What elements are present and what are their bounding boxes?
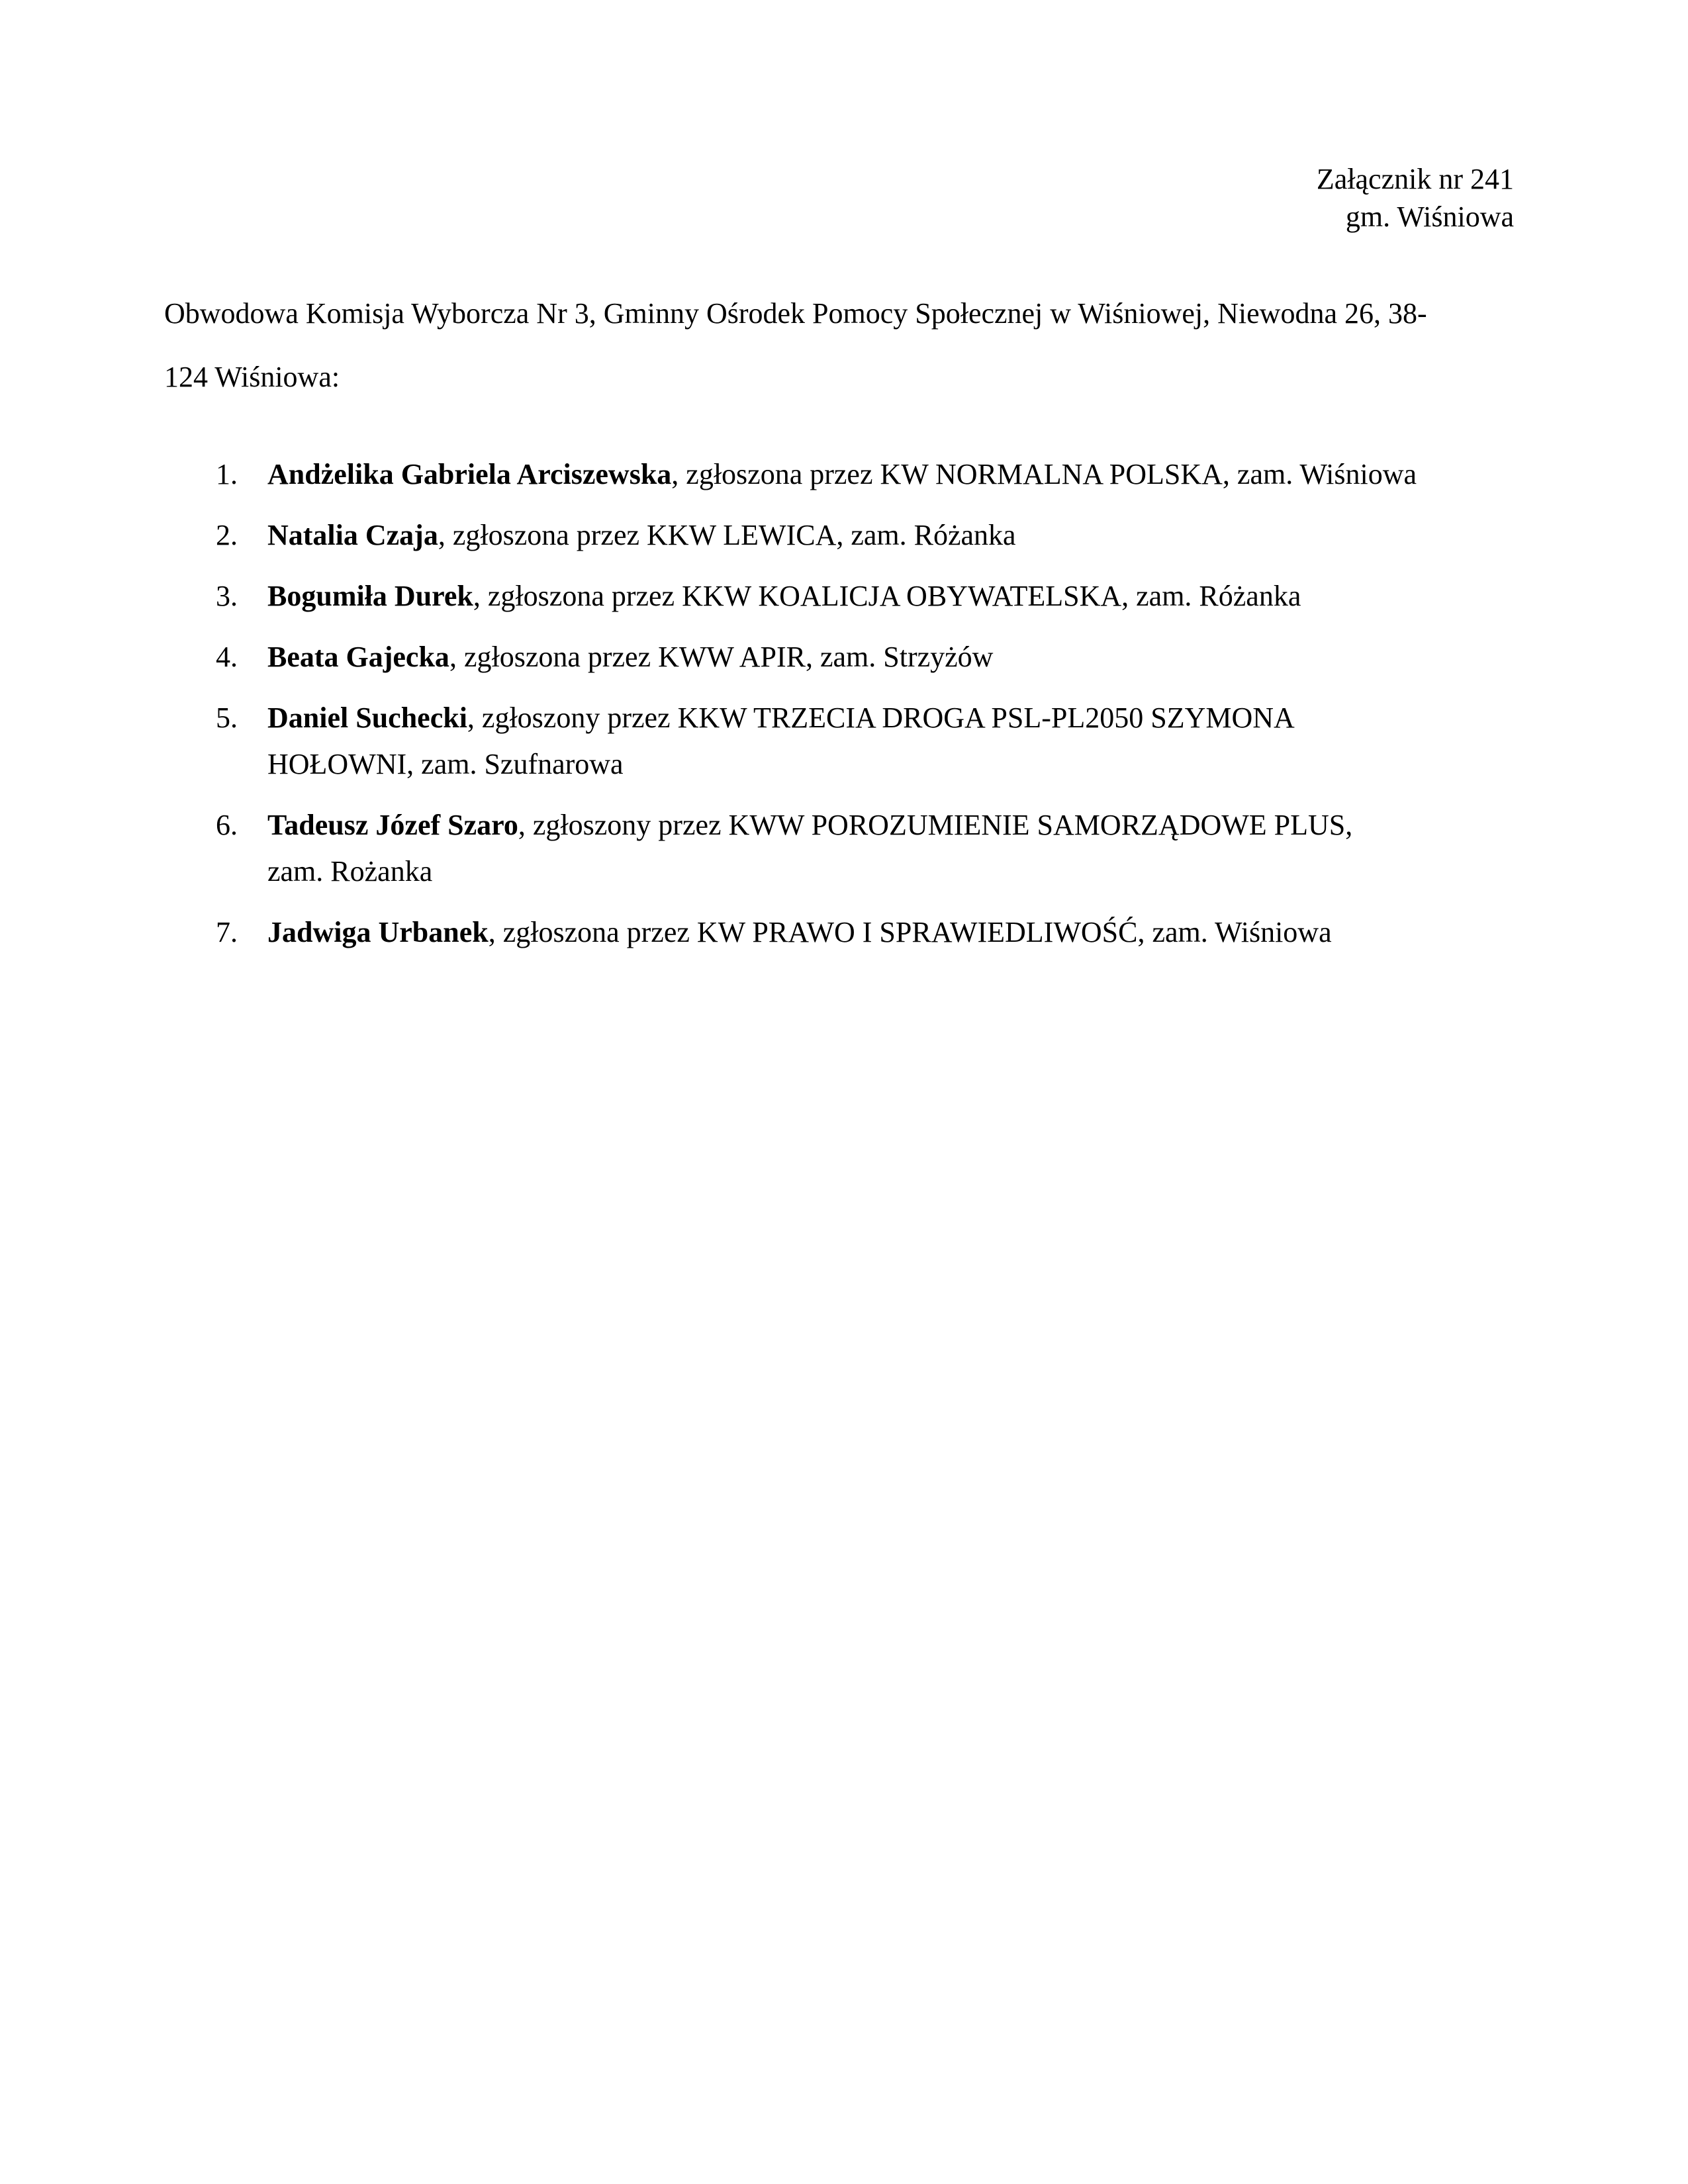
item-number: 1.: [216, 458, 238, 490]
item-number: 2.: [216, 519, 238, 551]
list-item: [164, 451, 1541, 498]
member-details: , zgłoszony przez KWW POROZUMIENIE SAMORZĄDOWE PLUS,: [518, 809, 1353, 841]
item-number: 5.: [216, 702, 238, 734]
member-name: Andżelika Gabriela Arciszewska: [267, 458, 672, 490]
members-list: [164, 451, 1541, 970]
member-details: , zgłoszona przez KKW LEWICA, zam. Różanka: [438, 519, 1016, 551]
member-name: Jadwiga Urbanek: [267, 916, 489, 948]
member-name: Daniel Suchecki: [267, 702, 467, 734]
member-name: Tadeusz Józef Szaro: [267, 809, 518, 841]
member-name: Natalia Czaja: [267, 519, 438, 551]
member-details: , zgłoszona przez KKW KOALICJA OBYWATELSKA, zam. Różanka: [473, 580, 1301, 612]
list-item: [164, 634, 1541, 680]
member-details: , zgłoszona przez KWW APIR, zam. Strzyżów: [449, 641, 994, 673]
commission-description-line-2: 124 Wiśniowa:: [164, 361, 340, 393]
member-details: , zgłoszona przez KW NORMALNA POLSKA, zam. Wiśniowa: [671, 458, 1417, 490]
item-number: 3.: [216, 580, 238, 612]
member-name: Beata Gajecka: [267, 641, 449, 673]
commission-description: [164, 282, 1515, 409]
member-details: , zgłoszony przez KKW TRZECIA DROGA PSL-PL2050 SZYMONA: [467, 702, 1295, 734]
member-details-continued: zam. Rożanka: [267, 855, 433, 887]
member-details-continued: HOŁOWNI, zam. Szufnarowa: [267, 748, 624, 780]
commission-description-line-1: Obwodowa Komisja Wyborcza Nr 3, Gminny Ośrodek Pomocy Społecznej w Wiśniowej, Niewodna 26, 38-: [164, 297, 1427, 330]
list-item: [164, 573, 1541, 619]
attachment-header: [1317, 160, 1514, 236]
item-number: 4.: [216, 641, 238, 673]
list-item: [164, 802, 1541, 895]
list-item: [164, 695, 1541, 788]
member-details: , zgłoszona przez KW PRAWO I SPRAWIEDLIWOŚĆ, zam. Wiśniowa: [488, 916, 1332, 948]
municipality-name: gm. Wiśniowa: [1345, 201, 1514, 233]
attachment-number: Załącznik nr 241: [1316, 163, 1514, 195]
item-number: 6.: [216, 809, 238, 841]
list-item: [164, 512, 1541, 559]
item-number: 7.: [216, 916, 238, 948]
list-item: [164, 909, 1541, 956]
member-name: Bogumiła Durek: [267, 580, 473, 612]
